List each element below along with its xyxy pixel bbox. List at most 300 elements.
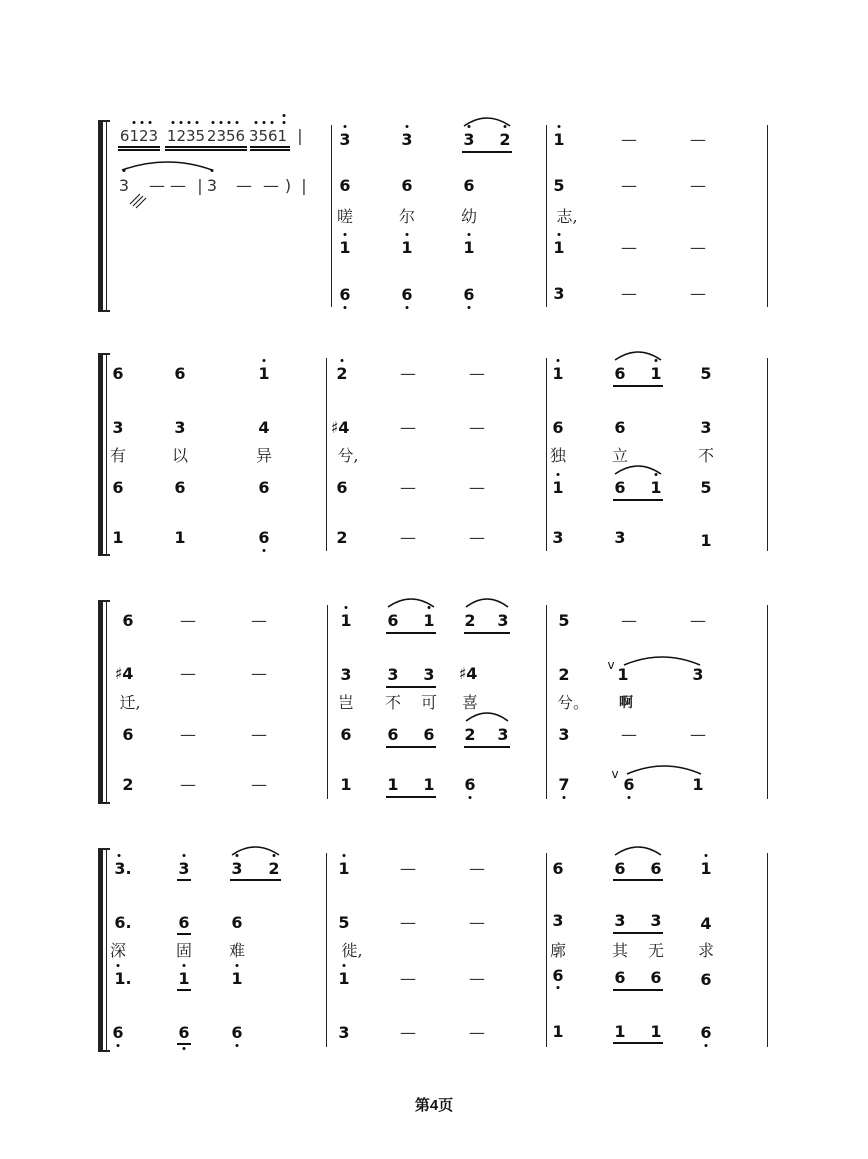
note: 1: [650, 1022, 662, 1041]
dash: —: [621, 725, 637, 744]
note: 1: [178, 969, 190, 988]
note: 3: [174, 418, 186, 437]
octave-dot: [563, 796, 566, 799]
note: ♯4: [114, 664, 134, 683]
intro-group: 3561: [248, 127, 288, 145]
brace-line: [106, 120, 107, 312]
note: 1: [650, 364, 662, 383]
barline: [326, 358, 327, 551]
underline: [613, 932, 663, 934]
underline: [613, 385, 663, 387]
note: 6: [463, 285, 475, 304]
dash: —: [236, 176, 252, 195]
octave-dot: [406, 306, 409, 309]
dash: —: [170, 176, 186, 195]
octave-dot: [283, 121, 286, 124]
note: 6: [401, 176, 413, 195]
note: 6: [700, 1023, 712, 1042]
slur: [613, 348, 663, 362]
dash: —: [621, 176, 637, 195]
note: 1: [553, 130, 565, 149]
note: 6: [112, 364, 124, 383]
brace-bottom: [98, 1050, 110, 1052]
note: 6: [231, 913, 243, 932]
barline: [767, 125, 768, 307]
octave-dot: [183, 854, 186, 857]
note: 2: [268, 859, 280, 878]
slur: [386, 595, 436, 609]
barline-text: |: [297, 126, 303, 145]
dash: —: [621, 130, 637, 149]
note: 1: [552, 478, 564, 497]
octave-dot: [220, 121, 223, 124]
system-brace: [98, 353, 103, 556]
dash: —: [469, 969, 485, 988]
note: 6: [387, 611, 399, 630]
note: 6: [339, 176, 351, 195]
underline: [177, 879, 191, 881]
page-number: 第4页: [414, 1097, 454, 1114]
system-brace: [98, 120, 103, 312]
note: 1: [339, 238, 351, 257]
slur: [464, 595, 510, 609]
tremolo-mark: [128, 188, 148, 208]
paren: ): [284, 176, 292, 195]
dash: —: [251, 725, 267, 744]
lyric: 深: [109, 941, 127, 960]
barline: [326, 853, 327, 1047]
lyric: 难: [228, 941, 246, 960]
note: 1: [463, 238, 475, 257]
note: 1: [650, 478, 662, 497]
underline: [613, 499, 663, 501]
lyric: 志,: [556, 207, 578, 226]
slur: [622, 653, 702, 667]
note: 1: [231, 969, 243, 988]
breath-mark: v: [611, 767, 619, 781]
octave-dot: [283, 114, 286, 117]
note: 1: [617, 665, 629, 684]
note: 6: [258, 478, 270, 497]
beam: [250, 149, 290, 151]
note: 1: [692, 775, 704, 794]
barline: [327, 605, 328, 799]
lyric: 不: [384, 693, 402, 712]
lyric: 独: [549, 446, 567, 465]
brace-top: [98, 848, 110, 850]
dash: —: [180, 725, 196, 744]
note: 1: [553, 238, 565, 257]
note: 3: [614, 911, 626, 930]
note: 2: [464, 725, 476, 744]
barline: [546, 358, 547, 551]
note: 1: [700, 859, 712, 878]
slur: [230, 843, 281, 857]
note: 6: [463, 176, 475, 195]
octave-dot: [344, 125, 347, 128]
note: 6: [339, 285, 351, 304]
note: 3: [700, 418, 712, 437]
beam: [118, 149, 160, 151]
note: 3: [650, 911, 662, 930]
octave-dot: [406, 233, 409, 236]
octave-dot: [172, 121, 175, 124]
octave-dot: [117, 1044, 120, 1047]
note: 6: [178, 1023, 190, 1042]
breath-mark: v: [607, 658, 615, 672]
slur: [464, 709, 510, 723]
underline: [464, 632, 510, 634]
note: 6: [423, 725, 435, 744]
intro-group: 6123: [119, 127, 159, 145]
brace-line: [106, 600, 107, 804]
note: 2: [464, 611, 476, 630]
barline: [767, 358, 768, 551]
dash: —: [469, 1023, 485, 1042]
brace-top: [98, 120, 110, 122]
note: 6: [650, 859, 662, 878]
note: 3: [553, 284, 565, 303]
lyric: 异: [255, 446, 273, 465]
barline: [767, 605, 768, 799]
dash: —: [469, 478, 485, 497]
note: 2: [336, 528, 348, 547]
dash: —: [469, 528, 485, 547]
lyric: 固: [175, 941, 193, 960]
note: 6: [552, 859, 564, 878]
dash: —: [180, 775, 196, 794]
note: 5: [553, 176, 565, 195]
lyric: 求: [697, 941, 715, 960]
barline-text: |: [197, 176, 203, 195]
note: 1: [552, 364, 564, 383]
octave-dot: [344, 306, 347, 309]
octave-dot: [628, 796, 631, 799]
lyric: 不: [697, 446, 715, 465]
octave-dot: [469, 796, 472, 799]
dash: —: [690, 176, 706, 195]
dash: —: [180, 664, 196, 683]
note: 3: [118, 176, 130, 195]
note: ♯4: [330, 418, 350, 437]
note: 4: [700, 914, 712, 933]
underline: [613, 879, 663, 881]
note: 1.: [114, 969, 132, 988]
octave-dot: [236, 1044, 239, 1047]
slur: [613, 843, 663, 857]
note: 3: [497, 725, 509, 744]
note: 1: [340, 611, 352, 630]
underline: [386, 796, 436, 798]
tie-arc: [120, 158, 216, 172]
dash: —: [400, 913, 416, 932]
lyric: 啊: [619, 695, 633, 711]
note: 5: [338, 913, 350, 932]
note: 2: [336, 364, 348, 383]
barline: [546, 605, 547, 799]
note: 1: [552, 1022, 564, 1041]
note: 6: [614, 364, 626, 383]
lyric: 可: [420, 693, 438, 712]
octave-dot: [345, 606, 348, 609]
dash: —: [621, 284, 637, 303]
underline: [177, 933, 191, 935]
slur: [625, 762, 703, 776]
note: 6.: [114, 913, 132, 932]
beam: [165, 149, 207, 151]
lyric: 徙,: [341, 941, 363, 960]
note: 6: [112, 1023, 124, 1042]
underline: [177, 989, 191, 991]
note: 1: [340, 775, 352, 794]
lyric: 迁,: [119, 693, 141, 712]
dash: —: [149, 176, 165, 195]
note: 3: [340, 665, 352, 684]
octave-dot: [344, 233, 347, 236]
octave-dot: [263, 359, 266, 362]
octave-dot: [558, 125, 561, 128]
brace-line: [106, 848, 107, 1052]
dash: —: [690, 130, 706, 149]
note: 6: [623, 775, 635, 794]
underline: [462, 151, 512, 153]
dash: —: [263, 176, 279, 195]
note: 3: [387, 665, 399, 684]
lyric: 立: [611, 446, 629, 465]
underline: [613, 989, 663, 991]
note: 1: [174, 528, 186, 547]
dash: —: [251, 611, 267, 630]
underline: [386, 632, 436, 634]
barline-text: |: [301, 176, 307, 195]
lyric: 岂: [337, 693, 355, 712]
intro-group: 2356: [206, 127, 246, 145]
underline: [230, 879, 281, 881]
lyric: 其: [611, 941, 629, 960]
brace-bottom: [98, 802, 110, 804]
octave-dot: [468, 233, 471, 236]
note: 6: [174, 478, 186, 497]
note: 3: [552, 911, 564, 930]
intro-group: 1235: [166, 127, 206, 145]
slur: [462, 114, 512, 128]
note: 6: [178, 913, 190, 932]
octave-dot: [133, 121, 136, 124]
note: 3: [206, 176, 218, 195]
octave-dot: [236, 964, 239, 967]
note: 6: [336, 478, 348, 497]
note: 6: [112, 478, 124, 497]
note: 1: [258, 364, 270, 383]
note: 1: [401, 238, 413, 257]
beam: [207, 146, 247, 148]
octave-dot: [196, 121, 199, 124]
dash: —: [621, 611, 637, 630]
note: 1: [423, 775, 435, 794]
note: 3: [552, 528, 564, 547]
note: 1: [112, 528, 124, 547]
lyric: 以: [171, 446, 189, 465]
octave-dot: [343, 854, 346, 857]
octave-dot: [212, 121, 215, 124]
octave-dot: [188, 121, 191, 124]
dash: —: [400, 418, 416, 437]
note: 6: [174, 364, 186, 383]
octave-dot: [406, 125, 409, 128]
octave-dot: [705, 854, 708, 857]
note: 5: [558, 611, 570, 630]
note: 6: [552, 966, 564, 985]
brace-top: [98, 353, 110, 355]
octave-dot: [468, 306, 471, 309]
underline: [386, 746, 436, 748]
note: 1: [387, 775, 399, 794]
octave-dot: [271, 121, 274, 124]
octave-dot: [117, 964, 120, 967]
brace-bottom: [98, 554, 110, 556]
note: 2: [499, 130, 511, 149]
octave-dot: [180, 121, 183, 124]
beam: [207, 149, 247, 151]
barline: [767, 853, 768, 1047]
brace-line: [106, 353, 107, 556]
dash: —: [400, 478, 416, 497]
octave-dot: [557, 986, 560, 989]
note: 6: [614, 478, 626, 497]
note: 3: [339, 130, 351, 149]
note: 6: [552, 418, 564, 437]
note: 6: [231, 1023, 243, 1042]
note: 1: [423, 611, 435, 630]
octave-dot: [705, 1044, 708, 1047]
beam: [118, 146, 160, 148]
barline: [546, 125, 547, 307]
barline: [546, 853, 547, 1047]
note: 6: [614, 859, 626, 878]
note: 3: [401, 130, 413, 149]
note: 3: [231, 859, 243, 878]
slur: [613, 462, 663, 476]
brace-top: [98, 600, 110, 602]
underline: [386, 686, 436, 688]
barline: [331, 125, 332, 307]
octave-dot: [141, 121, 144, 124]
lyric: 幼: [460, 207, 478, 226]
note: 3: [558, 725, 570, 744]
note: 3: [497, 611, 509, 630]
note: 1: [614, 1022, 626, 1041]
dash: —: [469, 364, 485, 383]
beam: [165, 146, 207, 148]
dash: —: [469, 418, 485, 437]
octave-dot: [557, 473, 560, 476]
lyric: 嗟: [336, 207, 354, 226]
note: 3: [614, 528, 626, 547]
octave-dot: [149, 121, 152, 124]
note: 6: [258, 528, 270, 547]
note: 6: [340, 725, 352, 744]
note: 2: [558, 665, 570, 684]
dash: —: [251, 664, 267, 683]
note: 3: [423, 665, 435, 684]
note: 3: [692, 665, 704, 684]
octave-dot: [183, 964, 186, 967]
underline: [177, 1043, 191, 1045]
dash: —: [400, 859, 416, 878]
note: 1: [338, 969, 350, 988]
note: 4: [258, 418, 270, 437]
note: 3: [178, 859, 190, 878]
note: 7: [558, 775, 570, 794]
lyric: 无: [647, 941, 665, 960]
lyric: 兮。: [556, 693, 590, 712]
octave-dot: [118, 854, 121, 857]
note: 6: [464, 775, 476, 794]
lyric: 尔: [398, 207, 416, 226]
lyric: 兮,: [337, 446, 359, 465]
dash: —: [400, 1023, 416, 1042]
note: 6: [700, 970, 712, 989]
dash: —: [251, 775, 267, 794]
lyric: 有: [109, 446, 127, 465]
lyric: 喜: [461, 693, 479, 712]
octave-dot: [341, 359, 344, 362]
octave-dot: [343, 964, 346, 967]
note: 6: [122, 611, 134, 630]
octave-dot: [228, 121, 231, 124]
note: 1: [338, 859, 350, 878]
octave-dot: [263, 121, 266, 124]
note: 3: [463, 130, 475, 149]
note: 6: [387, 725, 399, 744]
octave-dot: [558, 233, 561, 236]
octave-dot: [255, 121, 258, 124]
note: 1: [700, 531, 712, 550]
dash: —: [690, 238, 706, 257]
note: 6: [650, 968, 662, 987]
system-brace: [98, 600, 103, 804]
underline: [613, 1042, 663, 1044]
note: 6: [122, 725, 134, 744]
dash: —: [400, 364, 416, 383]
note: 6: [401, 285, 413, 304]
note: 6: [614, 968, 626, 987]
dash: —: [469, 859, 485, 878]
octave-dot: [183, 1047, 186, 1050]
octave-dot: [557, 359, 560, 362]
dash: —: [400, 969, 416, 988]
dash: —: [469, 913, 485, 932]
beam: [250, 146, 290, 148]
note: 3: [338, 1023, 350, 1042]
note: ♯4: [458, 664, 478, 683]
lyric: 廓: [549, 941, 567, 960]
brace-bottom: [98, 310, 110, 312]
dash: —: [180, 611, 196, 630]
note: 6: [614, 418, 626, 437]
dash: —: [400, 528, 416, 547]
note: 3.: [114, 859, 132, 878]
note: 5: [700, 364, 712, 383]
octave-dot: [263, 549, 266, 552]
system-brace: [98, 848, 103, 1052]
dash: —: [690, 284, 706, 303]
dash: —: [690, 725, 706, 744]
dash: —: [621, 238, 637, 257]
note: 2: [122, 775, 134, 794]
octave-dot: [236, 121, 239, 124]
dash: —: [690, 611, 706, 630]
